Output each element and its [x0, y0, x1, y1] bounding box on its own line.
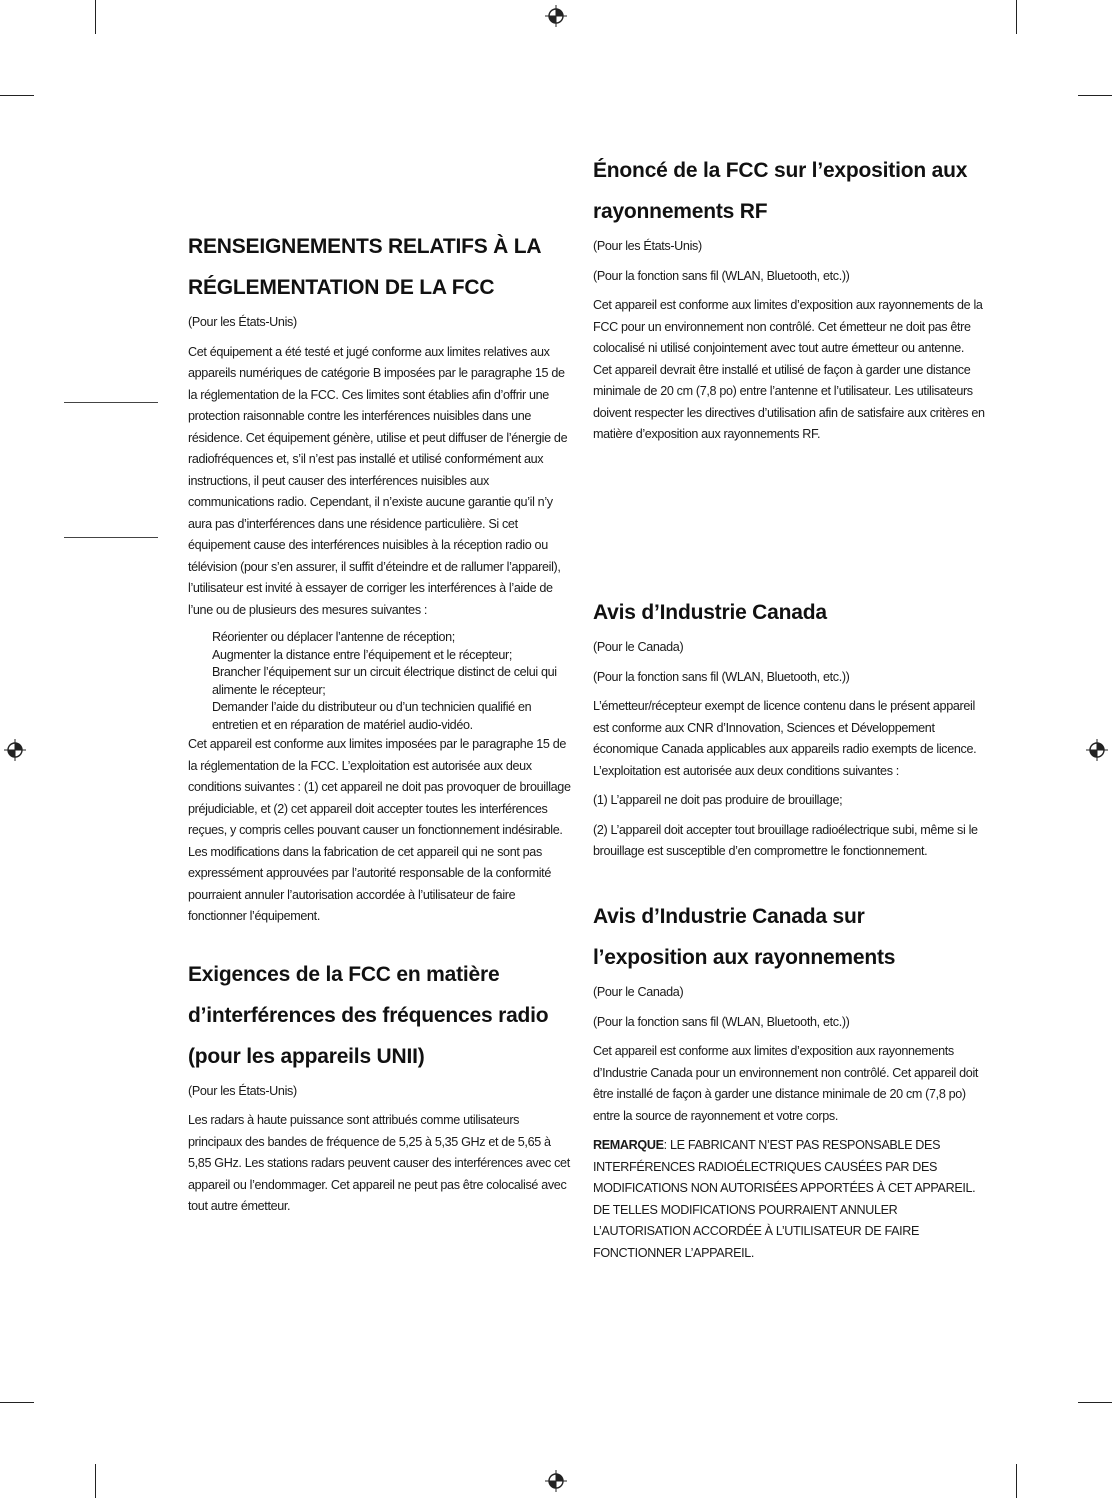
remark-label: REMARQUE: [593, 1138, 664, 1152]
list-item: Brancher l’équipement sur un circuit électrique distinct de celui qui alimente le récepteur;: [212, 665, 557, 697]
body-paragraph: Cet appareil est conforme aux limites imposées par le paragraphe 15 de la réglementation de la FCC. L’exploitation est autorisée aux deux conditions suivantes : (1) cet appareil ne doit pas provoquer de brouillage préjudiciable, et (2) cet appareil doit accepter toutes les interférences reçues, y compris celles pouvant causer un fonctionnement indésirable. Les modifications dans la fabrication de cet appareil qui ne sont pas expressément approuvées par l’autorité responsable de la conformité pourraient annuler l’autorisation accordée à l’utilisateur de faire fonctionner l’équipement.: [188, 737, 571, 923]
margin-rule: [64, 537, 158, 538]
heading-line: rayonnements RF: [593, 200, 768, 223]
section-heading: [188, 226, 576, 308]
registration-mark-icon: [545, 1470, 567, 1492]
registration-mark-icon: [1086, 739, 1108, 761]
crop-mark: [1078, 1402, 1112, 1403]
heading-line: Énoncé de la FCC sur l’exposition aux: [593, 159, 968, 182]
remark-paragraph: [593, 1135, 985, 1264]
body-paragraph: L’émetteur/récepteur exempt de licence contenu dans le présent appareil est conforme aux CNR d’Innovation, Sciences et Développement économique Canada applicables aux appareils radio exempts de licence. L’exploitation est autorisée aux deux conditions suivantes :: [593, 699, 977, 778]
heading-line: Avis d’Industrie Canada sur: [593, 905, 865, 928]
section-heading: [593, 896, 985, 978]
crop-mark: [1016, 1464, 1017, 1498]
region-note: (Pour les États-Unis): [593, 239, 702, 253]
heading-line: Exigences de la FCC en matière: [188, 962, 500, 986]
body-paragraph: Cet appareil est conforme aux limites d’exposition aux rayonnements d’Industrie Canada pour un environnement non contrôlé. Cet appareil doit être installé de façon à garder une distance minimale de 20 cm (7,8 po) entre la source de rayonnement et votre corps.: [593, 1044, 979, 1123]
list-item: Augmenter la distance entre l’équipement et le récepteur;: [212, 647, 512, 662]
region-note: (Pour le Canada): [593, 985, 684, 999]
registration-mark-icon: [545, 5, 567, 27]
right-column: [593, 150, 985, 454]
margin-rule: [64, 402, 158, 403]
region-note: (Pour les États-Unis): [188, 315, 297, 329]
scope-note: (Pour la fonction sans fil (WLAN, Bluetooth, etc.)): [593, 1014, 850, 1029]
right-column-exposure: [593, 896, 985, 1272]
list-item: Demander l’aide du distributeur ou d’un technicien qualifié en entretien et en réparation de matériel audio-vidéo.: [212, 700, 532, 732]
crop-mark: [95, 1464, 96, 1498]
crop-mark: [1078, 95, 1112, 96]
registration-mark-icon: [4, 739, 26, 761]
crop-mark: [0, 1402, 34, 1403]
condition-item: (1) L’appareil ne doit pas produire de brouillage;: [593, 793, 843, 807]
section-heading: [188, 954, 576, 1077]
heading-line: d’interférences des fréquences radio: [188, 1003, 549, 1027]
section-heading: Avis d’Industrie Canada: [593, 601, 827, 624]
crop-mark: [0, 95, 34, 96]
crop-mark: [95, 0, 96, 34]
heading-line: (pour les appareils UNII): [188, 1044, 425, 1068]
condition-item: (2) L’appareil doit accepter tout brouillage radioélectrique subi, même si le brouillage est susceptible d’en compromettre le fonctionnement.: [593, 822, 978, 858]
heading-line: RÉGLEMENTATION DE LA FCC: [188, 276, 495, 299]
region-note: (Pour le Canada): [593, 640, 684, 654]
region-note: (Pour les États-Unis): [188, 1083, 297, 1098]
heading-line: l’exposition aux rayonnements: [593, 946, 896, 969]
right-column-canada: [593, 592, 985, 871]
body-paragraph: Cet appareil est conforme aux limites d’exposition aux rayonnements de la FCC pour un environnement non contrôlé. Cet émetteur ne doit pas être colocalisé ni utilisé conjointement avec tout autre émetteur ou antenne. Cet appareil devrait être installé et utilisé de façon à garder une distance minimale de 20 cm (7,8 po) entre l’antenne et l’utilisateur. Les utilisateurs doivent respecter les directives d’utilisation afin de satisfaire aux critères en matière d’exposition aux rayonnements RF.: [593, 298, 985, 441]
list-item: Réorienter ou déplacer l’antenne de réception;: [212, 630, 455, 644]
crop-mark: [1016, 0, 1017, 34]
body-paragraph: Les radars à haute puissance sont attribués comme utilisateurs principaux des bandes de fréquence de 5,25 à 5,35 GHz et de 5,65 à 5,85 GHz. Les stations radars peuvent causer des interférences avec cet appareil ou l’endommager. Cet appareil ne peut pas être colocalisé avec tout autre émetteur.: [188, 1113, 570, 1213]
scope-note: (Pour la fonction sans fil (WLAN, Bluetooth, etc.)): [593, 669, 850, 684]
measures-list: [188, 629, 576, 734]
scope-note: (Pour la fonction sans fil (WLAN, Bluetooth, etc.)): [593, 268, 850, 283]
left-column: [188, 226, 576, 1226]
section-heading: [593, 150, 985, 232]
body-paragraph: Cet équipement a été testé et jugé conforme aux limites relatives aux appareils numériques de catégorie B imposées par le paragraphe 15 de la réglementation de la FCC. Ces limites sont établies afin d’offrir une protection raisonnable contre les interférences nuisibles dans une résidence. Cet équipement génère, utilise et peut diffuser de l’énergie de radiofréquences et, s’il n’est pas installé et utilisé conformément aux instructions, il peut causer des interférences nuisibles aux communications radio. Cependant, il n’existe aucune garantie qu’il n’y aura pas d’interférences dans une résidence particulière. Si cet équipement cause des interférences nuisibles à la réception radio ou télévision (pour s’en assurer, il suffit d’éteindre et de rallumer l’appareil), l’utilisateur est invité à essayer de corriger les interférences à l’aide de l’une ou de plusieurs des mesures suivantes :: [188, 344, 568, 617]
heading-line: RENSEIGNEMENTS RELATIFS À LA: [188, 235, 542, 258]
remark-text: : LE FABRICANT N’EST PAS RESPONSABLE DES INTERFÉRENCES RADIOÉLECTRIQUES CAUSÉES PAR DES MODIFICATIONS NON AUTORISÉES APPORTÉES À CET APPAREIL. DE TELLES MODIFICATIONS POURRAIENT ANNULER L’AUTORISATION ACCORDÉE À L’UTILISATEUR DE FAIRE FONCTIONNER L’APPAREIL.: [593, 1138, 976, 1260]
